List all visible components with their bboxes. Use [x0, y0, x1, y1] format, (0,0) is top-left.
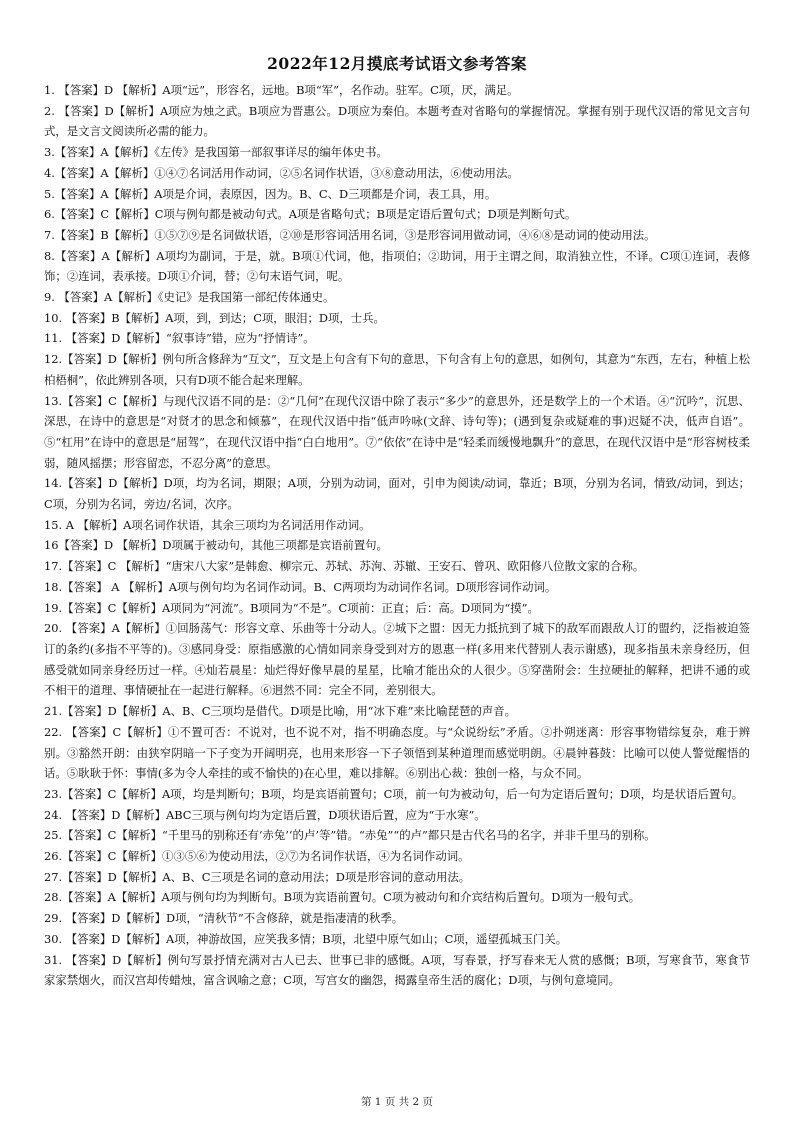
answer-item: 31. 【答案】D【解析】例句写景抒情充满对古人已去、世事已非的感慨。A项，写春景，抒写春来无人赏的感慨；B项，写寒食节，寒食节家家禁烟火，而汉宫却传蜡烛，富含讽喻之意；C项，写宫女的幽怨，揭露皇帝生活的腐化；D项，与例句意境同。: [44, 952, 750, 988]
answer-item: 13.【答案】C【解析】与现代汉语不同的是：②“几何”在现代汉语中除了表示“多少”的意思外，还是数学上的一个术语。④“沉吟”，沉思、深思，在诗中的意思是“对贤才的思念和倾慕”，在现代汉语中指“低声吟咏(文辞、诗句等)；(遇到复杂或疑难的事)迟疑不决，低声自语”。⑤“杠用”在诗中的意思是“屈驾”，在现代汉语中指“白白地用”。⑦“依依”在诗中是“轻柔而缓慢地飘升”的意思，在现代汉语中是“形容树枝柔弱，随风摇摆；形容留恋，不忍分离”的意思。: [44, 393, 750, 470]
answer-item: 15. A 【解析】A项名词作状语，其余三项均为名词活用作动词。: [44, 517, 371, 532]
answer-item: 9. 【答案】A【解析】《史记》是我国第一部纪传体通史。: [44, 290, 335, 305]
answer-item: 23.【答案】C【解析】A项，均是判断句；B项，均是宾语前置句；C项，前一句为被动句，后一句为定语后置句；D项，均是状语后置句。: [44, 786, 744, 801]
answer-item: 4.【答案】A【解析】①④⑦名词活用作动词，②⑤名词作状语，③⑧意动用法，⑥使动用法。: [44, 165, 519, 180]
answer-item: 24. 【答案】D【解析】ABC三项与例句均为定语后置，D项状语后置，应为“于水寒”。: [44, 807, 486, 822]
answer-item: 8.【答案】A【解析】A项均为副词，于是，就。B项①代词，他，指项伯；②助词，用于主谓之间，取消独立性，不译。C项①连词，表修饰；②连词，表承接。D项①介词，替；②句末语气词，呢。: [44, 248, 750, 284]
answer-list: [44, 80, 750, 991]
answer-item: 10. 【答案】B【解析】A项，到，到达；C项，眼泪；D项，士兵。: [44, 310, 385, 325]
answer-item: 17.【答案】C 【解析】“唐宋八大家”是韩愈、柳宗元、苏轼、苏洵、苏辙、王安石、曾巩、欧阳修八位散文家的合称。: [44, 559, 645, 574]
answer-item: 7.【答案】B【解析】①⑤⑦⑨是名词做状语，②⑩是形容词活用名词，③是形容词用做动词，④⑥⑧是动词的使动用法。: [44, 227, 656, 242]
answer-item: 14.【答案】D【解析】D项，均为名词，期限；A项，分别为动词，面对，引申为阅读/动词，靠近；B项，分别为名词，情致/动词，到达；C项，分别为名词，旁边/名词，次序。: [44, 476, 750, 512]
answer-item: 18.【答案】 A 【解析】A项与例句均为名词作动词。B、C两项均为动词作名词。D项形容词作动词。: [44, 579, 557, 594]
answer-item: 6.【答案】C【解析】C项与例句都是被动句式。A项是省略句式；B项是定语后置句式；D项是判断句式。: [44, 207, 577, 222]
answer-item: 30. 【答案】D【解析】A项，神游故国，应笑我多情；B项，北望中原气如山；C项，遥望孤城玉门关。: [44, 931, 568, 946]
answer-item: 5.【答案】A【解析】A项是介词，表原因，因为。B、C、D三项都是介词，表工具，用。: [44, 186, 497, 201]
answer-item: 22. 【答案】C【解析】①不置可否：不说对，也不说不对，指不明确态度。与“众说纷纭”矛盾。②扑朔迷离：形容事物错综复杂，难于辨别。③豁然开朗：由狭窄阴暗一下子变为开阔明亮，也用来形容一下子领悟到某种道理而感觉明朗。④晨钟暮鼓：比喻可以使人警觉醒悟的话。⑤耿耿于怀：事情(多为令人牵挂的或不愉快的)在心里，难以排解。⑥别出心裁：独创一格，与众不同。: [44, 724, 750, 781]
page-footer: 第 1 页 共 2 页: [360, 1096, 434, 1108]
answer-item: 16【答案】D 【解析】D项属于被动句，其他三项都是宾语前置句。: [44, 538, 388, 553]
answer-item: 25.【答案】C【解析】“千里马的别称还有‘赤兔’‘的卢’等”错。“赤兔”“的卢”都只是古代名马的名字，并非千里马的别称。: [44, 828, 656, 843]
answer-item: 28.【答案】A【解析】A项与例句均为判断句。B项为宾语前置句。C项为被动句和介宾结构后置句。D项为一般句式。: [44, 890, 641, 905]
page-title: 2022年12月摸底考试语文参考答案: [267, 54, 527, 73]
answer-item: 26.【答案】C【解析】①③⑤⑥为使动用法，②⑦为名词作状语，④为名词作动词。: [44, 849, 470, 864]
answer-item: 11. 【答案】D【解析】“叙事诗”错，应为“抒情诗”。: [44, 331, 315, 346]
answer-item: 21.【答案】D【解析】A、B、C三项均是借代。D项是比喻，用“冰下难”来比喻琵琶的声音。: [44, 704, 517, 719]
answer-item: 1. 【答案】D 【解析】A项“远”，形容名，远地。B项“军”，名作动。驻军。C项，厌，满足。: [44, 83, 519, 97]
answer-item: 27.【答案】D【解析】A、B、C三项是名词的意动用法；D项是形容词的意动用法。: [44, 869, 471, 884]
answer-item: 29. 【答案】D【解析】D项，“清秋节”不含修辞，就是指凄清的秋季。: [44, 911, 404, 926]
answer-item: 12.【答案】D【解析】例句所含修辞为“互文”，互文是上句含有下句的意思，下句含有上句的意思，如例句，其意为“东西，左右，种植上松柏梧桐”，依此辨别各项，只有D项不能合起来理解。: [44, 352, 750, 387]
answer-item: 19.【答案】C【解析】A项同为“河流”。B项同为“不是”。C项前：正直；后：高。D项同为“摸”。: [44, 600, 539, 615]
answer-item: 3.【答案】A【解析】《左传》是我国第一部叙事详尽的编年体史书。: [44, 145, 388, 160]
answer-item: 20. 【答案】A【解析】①回肠荡气：形容文章、乐曲等十分动人。②城下之盟：因无力抵抗到了城下的敌军而跟敌人订的盟约，泛指被迫签订的条约(多指不平等的)。③感同身受：原指感激的心情如同亲身受到对方的恩惠一样(多用来代替别人表示谢感)，现多指虽未亲身经历，但感受就如同亲身经历过一样。④灿若晨星：灿烂得好像早晨的星星，比喻才能出众的人很少。⑤穿凿附会：生拉硬扯的解释，把讲不通的或不相干的道理、事情硬扯在一起进行解释。⑥迥然不同：完全不同，差别很大。: [44, 621, 750, 698]
answer-item: 2. 【答案】D【解析】A项应为烛之武。B项应为晋惠公。D项应为秦伯。本题考查对省略句的掌握情况。掌握有别于现代汉语的常见文言句式，是文言文阅读所必需的能力。: [44, 103, 750, 139]
